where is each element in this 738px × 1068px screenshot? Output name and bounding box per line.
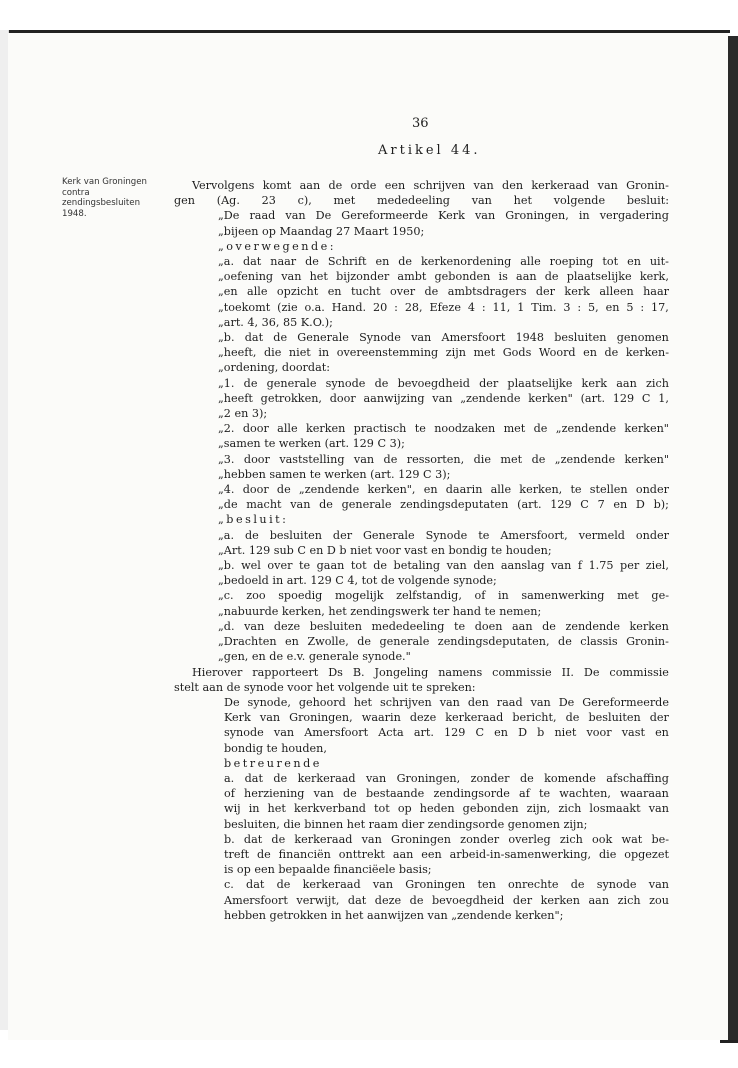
text-line: Kerk van Groningen, waarin deze kerkeraad bericht, de besluiten der (224, 711, 669, 725)
text-line: Hierover rapporteert Ds B. Jongeling namens commissie II. De commissie (192, 665, 669, 679)
text-line: „oefening van het bijzonder ambt gebonden is aan de plaatselijke kerk, (218, 270, 669, 284)
text-line: „samen te werken (art. 129 C 3); (218, 437, 405, 451)
text-line: „De raad van De Gereformeerde Kerk van Groningen, in vergadering (218, 209, 669, 223)
text-line: „toekomt (zie o.a. Hand. 20 : 28, Efeze 4 : 11, 1 Tim. 3 : 5, en 5 : 17, (218, 300, 669, 314)
text-line: „d. van deze besluiten mededeeling te doen aan de zendende kerken (218, 619, 669, 633)
text-line: „gen, en de e.v. generale synode." (218, 650, 411, 664)
text-line: hebben getrokken in het aanwijzen van „zendende kerken"; (224, 908, 564, 922)
text-line: bondig te houden, (224, 741, 327, 755)
text-line: is op een bepaalde financiëele basis; (224, 863, 432, 877)
margin-note-line: 1948. (62, 208, 87, 219)
scan-margin-top (0, 0, 738, 33)
text-line: „de macht van de generale zendingsdeputaten (art. 129 C 7 en D b); (218, 498, 669, 512)
text-line: „bedoeld in art. 129 C 4, tot de volgende synode; (218, 574, 497, 588)
text-line: „bijeen op Maandag 27 Maart 1950; (218, 224, 425, 238)
text-line: „1. de generale synode de bevoegdheid der plaatselijke kerk aan zich (218, 376, 669, 390)
text-line: synode van Amersfoort Acta art. 129 C en D b niet voor vast en (224, 726, 669, 740)
text-line: „Art. 129 sub C en D b niet voor vast en bondig te houden; (218, 543, 552, 557)
text-line: „heeft, die niet in overeenstemming zijn met Gods Woord en de kerken- (218, 346, 669, 360)
margin-note (62, 177, 182, 219)
text-line: „a. de besluiten der Generale Synode te Amersfoort, vermeld onder (218, 528, 669, 542)
page-number: 36 (412, 116, 429, 131)
text-line: „heeft getrokken, door aanwijzing van „zendende kerken" (art. 129 C 1, (218, 391, 669, 405)
margin-note-line: zendingsbesluiten (62, 198, 141, 208)
text-line: Vervolgens komt aan de orde een schrijven van den kerkeraad van Gronin- (192, 179, 669, 192)
text-line: treft de financiën onttrekt aan een arbeid-in-samenwerking, die opgezet (224, 847, 669, 861)
scan-border-right (728, 36, 738, 1040)
text-line: „b. dat de Generale Synode van Amersfoort 1948 besluiten genomen (218, 331, 669, 345)
text-line: c. dat de kerkeraad van Groningen ten onrechte de synode van (224, 878, 669, 892)
text-line: b. dat de kerkeraad van Groningen zonder overleg zich ook wat be- (224, 832, 669, 846)
text-line: a. dat de kerkeraad van Groningen, zonder de komende afschaffing (224, 771, 669, 785)
text-line: „en alle opzicht en tucht over de ambtsdragers der kerk alleen haar (218, 285, 669, 299)
text-line: „c. zoo spoedig mogelijk zelfstandig, of in samenwerking met ge- (218, 589, 669, 603)
text-line: „Drachten en Zwolle, de generale zendingsdeputaten, de classis Gronin- (218, 635, 669, 649)
text-line: „3. door vaststelling van de ressorten, die met de „zendende kerken" (218, 452, 669, 466)
article-title: Artikel 44. (378, 143, 481, 158)
text-line: of herziening van de bestaande zendingsorde af te wachten, waaraan (224, 787, 669, 801)
margin-note-line: contra (62, 187, 90, 198)
text-line: „art. 4, 36, 85 K.O.); (218, 315, 333, 329)
text-line: „2. door alle kerken practisch te noodzaken met de „zendende kerken" (218, 422, 669, 436)
body-text (174, 178, 669, 923)
text-line: „ordening, doordat: (218, 361, 331, 375)
text-line: „4. door de „zendende kerken", en daarin alle kerken, te stellen onder (218, 483, 669, 497)
text-line: „overwegende: (218, 239, 337, 253)
text-line: „b. wel over te gaan tot de betaling van den aanslag van f 1.75 per ziel, (218, 559, 669, 573)
text-line: „nabuurde kerken, het zendingswerk ter hand te nemen; (218, 604, 542, 618)
margin-note-line: Kerk van Groningen (62, 177, 147, 187)
text-line: besluiten, die binnen het raam dier zendingsorde genomen zijn; (224, 817, 588, 831)
text-line: „besluit: (218, 513, 289, 527)
text-line: „a. dat naar de Schrift en de kerkenordening alle roeping tot en uit- (218, 255, 669, 269)
text-line: gen (Ag. 23 c), met mededeeling van het volgende besluit: (174, 194, 669, 208)
text-line: wij in het kerkverband tot op heden gebonden zijn, zich losmaakt van (224, 802, 669, 816)
text-line: De synode, gehoord het schrijven van den raad van De Gereformeerde (224, 695, 669, 709)
scan-border-bottom (720, 1040, 738, 1043)
text-line: betreurende (224, 756, 322, 770)
text-line: „2 en 3); (218, 407, 268, 421)
text-line: stelt aan de synode voor het volgende uit te spreken: (174, 680, 476, 694)
text-line: „hebben samen te werken (art. 129 C 3); (218, 467, 451, 481)
text-line: Amersfoort verwijt, dat deze de bevoegdheid der kerken aan zich zou (224, 893, 669, 907)
